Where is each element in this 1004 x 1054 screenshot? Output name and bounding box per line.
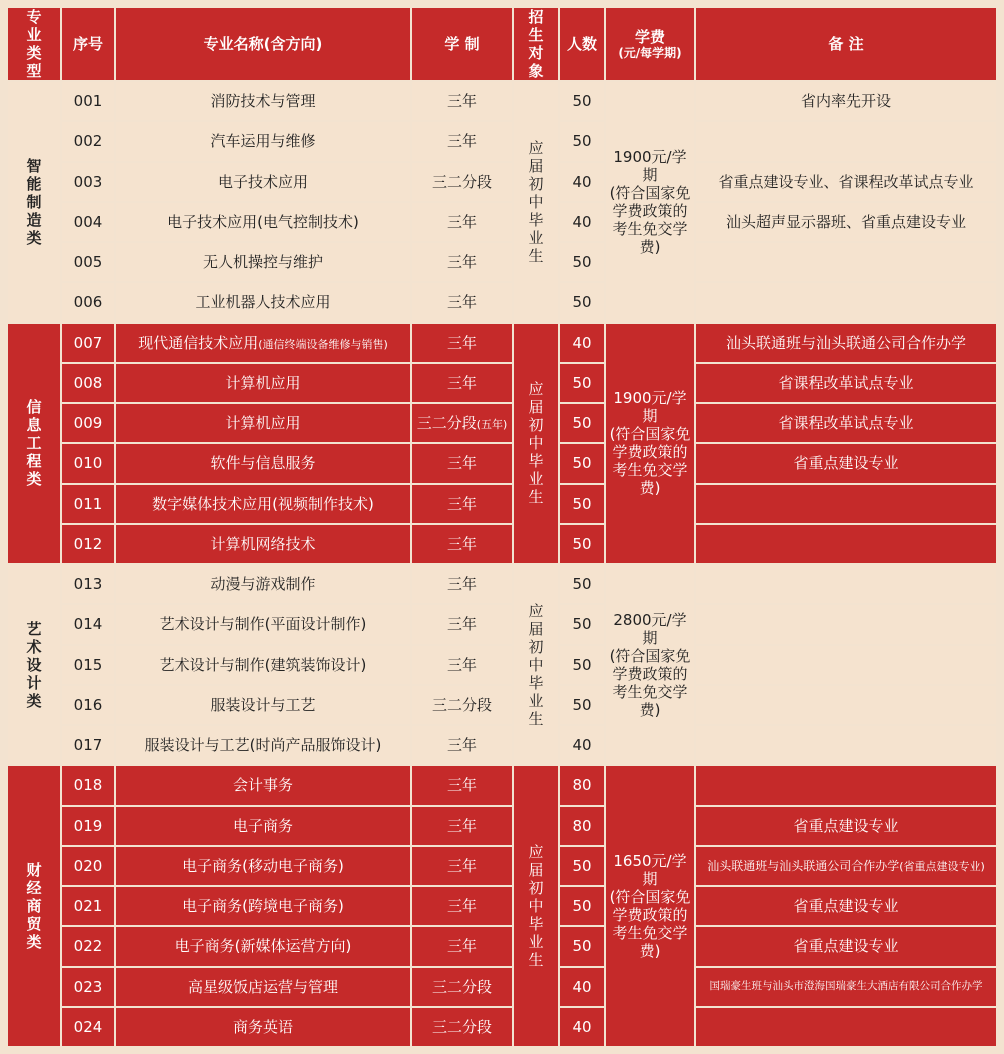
system-cell: 三年	[411, 484, 513, 524]
seq-cell: 013	[61, 564, 115, 604]
count-cell: 40	[559, 1007, 605, 1047]
note-cell	[695, 524, 997, 564]
seq-cell: 019	[61, 806, 115, 846]
seq-cell: 016	[61, 685, 115, 725]
note-cell: 汕头超声显示器班、省重点建设专业	[695, 202, 997, 242]
header-count: 人数	[559, 7, 605, 81]
note-cell: 省课程改革试点专业	[695, 403, 997, 443]
count-cell: 50	[559, 443, 605, 483]
seq-cell: 003	[61, 162, 115, 202]
major-cell: 电子商务(跨境电子商务)	[115, 886, 411, 926]
count-cell: 50	[559, 645, 605, 685]
table-row	[7, 282, 997, 322]
count-cell: 50	[559, 242, 605, 282]
table-row	[7, 967, 997, 1007]
seq-cell: 008	[61, 363, 115, 403]
seq-cell: 009	[61, 403, 115, 443]
system-cell: 三年	[411, 282, 513, 322]
table-row	[7, 242, 997, 282]
count-cell: 50	[559, 484, 605, 524]
note-cell: 国瑞豪生班与汕头市澄海国瑞豪生大酒店有限公司合作办学	[695, 967, 997, 1007]
major-cell: 电子商务(移动电子商务)	[115, 846, 411, 886]
seq-cell: 014	[61, 604, 115, 644]
count-cell: 50	[559, 564, 605, 604]
note-cell	[695, 645, 997, 685]
major-cell: 高星级饭店运营与管理	[115, 967, 411, 1007]
header-major: 专业名称(含方向)	[115, 7, 411, 81]
table-row	[7, 484, 997, 524]
category-cell: 智能制造类	[7, 81, 61, 323]
count-cell: 50	[559, 926, 605, 966]
count-cell: 40	[559, 725, 605, 765]
major-cell: 艺术设计与制作(建筑装饰设计)	[115, 645, 411, 685]
count-cell: 80	[559, 765, 605, 805]
count-cell: 40	[559, 323, 605, 363]
system-cell: 三年	[411, 81, 513, 121]
table-row	[7, 806, 997, 846]
note-cell: 汕头联通班与汕头联通公司合作办学(省重点建设专业)	[695, 846, 997, 886]
table-row	[7, 846, 997, 886]
system-cell: 三年	[411, 725, 513, 765]
system-cell: 三年	[411, 121, 513, 161]
table-row	[7, 604, 997, 644]
group-art-design	[7, 564, 997, 765]
seq-cell: 018	[61, 765, 115, 805]
system-cell: 三年	[411, 645, 513, 685]
table-row	[7, 564, 997, 604]
table-row	[7, 926, 997, 966]
count-cell: 40	[559, 162, 605, 202]
header-row	[7, 7, 997, 81]
note-cell	[695, 282, 997, 322]
header-seq: 序号	[61, 7, 115, 81]
major-cell: 艺术设计与制作(平面设计制作)	[115, 604, 411, 644]
seq-cell: 001	[61, 81, 115, 121]
major-cell: 计算机应用	[115, 403, 411, 443]
count-cell: 50	[559, 524, 605, 564]
seq-cell: 015	[61, 645, 115, 685]
table-row	[7, 81, 997, 121]
system-cell: 三年	[411, 443, 513, 483]
header-fee: 学费 (元/每学期)	[605, 7, 695, 81]
major-cell: 计算机应用	[115, 363, 411, 403]
table-row	[7, 765, 997, 805]
major-cell: 服装设计与工艺(时尚产品服饰设计)	[115, 725, 411, 765]
category-cell: 艺术设计类	[7, 564, 61, 765]
major-cell: 无人机操控与维护	[115, 242, 411, 282]
fee-cell: 1900元/学期 (符合国家免学费政策的考生免交学费)	[605, 323, 695, 565]
table-row	[7, 645, 997, 685]
fee-cell: 1650元/学期 (符合国家免学费政策的考生免交学费)	[605, 765, 695, 1047]
target-cell: 应届初中毕业生	[513, 323, 559, 565]
table-row	[7, 443, 997, 483]
count-cell: 50	[559, 886, 605, 926]
header-category: 专业类型	[7, 7, 61, 81]
system-cell: 三年	[411, 524, 513, 564]
count-cell: 50	[559, 604, 605, 644]
count-cell: 80	[559, 806, 605, 846]
table-row	[7, 685, 997, 725]
count-cell: 40	[559, 202, 605, 242]
count-cell: 50	[559, 685, 605, 725]
seq-cell: 017	[61, 725, 115, 765]
seq-cell: 012	[61, 524, 115, 564]
note-cell	[695, 121, 997, 161]
count-cell: 50	[559, 121, 605, 161]
note-cell	[695, 725, 997, 765]
major-cell: 数字媒体技术应用(视频制作技术)	[115, 484, 411, 524]
major-cell: 服装设计与工艺	[115, 685, 411, 725]
system-cell: 三二分段	[411, 685, 513, 725]
table-row	[7, 524, 997, 564]
seq-cell: 020	[61, 846, 115, 886]
system-cell: 三年	[411, 202, 513, 242]
group-finance-trade	[7, 765, 997, 1047]
major-cell: 现代通信技术应用(通信终端设备维修与销售)	[115, 323, 411, 363]
table-row	[7, 886, 997, 926]
major-cell: 电子技术应用(电气控制技术)	[115, 202, 411, 242]
note-cell: 省重点建设专业	[695, 806, 997, 846]
system-cell: 三二分段	[411, 162, 513, 202]
table-row	[7, 725, 997, 765]
major-cell: 电子商务(新媒体运营方向)	[115, 926, 411, 966]
major-cell: 软件与信息服务	[115, 443, 411, 483]
system-cell: 三年	[411, 242, 513, 282]
category-cell: 财经商贸类	[7, 765, 61, 1047]
seq-cell: 024	[61, 1007, 115, 1047]
seq-cell: 010	[61, 443, 115, 483]
system-cell: 三二分段(五年)	[411, 403, 513, 443]
seq-cell: 011	[61, 484, 115, 524]
system-cell: 三年	[411, 926, 513, 966]
system-cell: 三年	[411, 564, 513, 604]
note-cell	[695, 604, 997, 644]
note-cell: 省重点建设专业、省课程改革试点专业	[695, 162, 997, 202]
major-cell: 会计事务	[115, 765, 411, 805]
table-row	[7, 323, 997, 363]
note-cell	[695, 765, 997, 805]
major-cell: 电子技术应用	[115, 162, 411, 202]
major-cell: 电子商务	[115, 806, 411, 846]
note-cell	[695, 484, 997, 524]
header-note: 备 注	[695, 7, 997, 81]
category-cell: 信息工程类	[7, 323, 61, 565]
system-cell: 三年	[411, 363, 513, 403]
count-cell: 40	[559, 967, 605, 1007]
enrollment-table	[6, 6, 998, 1048]
note-cell	[695, 1007, 997, 1047]
major-cell: 工业机器人技术应用	[115, 282, 411, 322]
seq-cell: 007	[61, 323, 115, 363]
note-cell: 省重点建设专业	[695, 886, 997, 926]
table-row	[7, 202, 997, 242]
seq-cell: 021	[61, 886, 115, 926]
major-cell: 商务英语	[115, 1007, 411, 1047]
header-system: 学 制	[411, 7, 513, 81]
note-cell: 省重点建设专业	[695, 926, 997, 966]
note-cell	[695, 242, 997, 282]
count-cell: 50	[559, 846, 605, 886]
system-cell: 三年	[411, 604, 513, 644]
table-row	[7, 1007, 997, 1047]
system-cell: 三二分段	[411, 1007, 513, 1047]
note-cell: 省重点建设专业	[695, 443, 997, 483]
table-row	[7, 363, 997, 403]
target-cell: 应届初中毕业生	[513, 564, 559, 765]
seq-cell: 005	[61, 242, 115, 282]
seq-cell: 023	[61, 967, 115, 1007]
target-cell: 应届初中毕业生	[513, 765, 559, 1047]
note-cell	[695, 564, 997, 604]
count-cell: 50	[559, 282, 605, 322]
major-cell: 计算机网络技术	[115, 524, 411, 564]
group-information-engineering	[7, 323, 997, 565]
major-cell: 消防技术与管理	[115, 81, 411, 121]
fee-cell: 1900元/学期 (符合国家免学费政策的考生免交学费)	[605, 81, 695, 323]
target-cell: 应届初中毕业生	[513, 81, 559, 323]
system-cell: 三年	[411, 806, 513, 846]
system-cell: 三二分段	[411, 967, 513, 1007]
seq-cell: 006	[61, 282, 115, 322]
system-cell: 三年	[411, 765, 513, 805]
group-intelligent-manufacturing	[7, 81, 997, 323]
system-cell: 三年	[411, 886, 513, 926]
seq-cell: 002	[61, 121, 115, 161]
count-cell: 50	[559, 363, 605, 403]
seq-cell: 022	[61, 926, 115, 966]
count-cell: 50	[559, 403, 605, 443]
table-row	[7, 162, 997, 202]
system-cell: 三年	[411, 846, 513, 886]
note-cell: 省内率先开设	[695, 81, 997, 121]
table-row	[7, 403, 997, 443]
major-cell: 汽车运用与维修	[115, 121, 411, 161]
fee-cell: 2800元/学期 (符合国家免学费政策的考生免交学费)	[605, 564, 695, 765]
major-cell: 动漫与游戏制作	[115, 564, 411, 604]
count-cell: 50	[559, 81, 605, 121]
system-cell: 三年	[411, 323, 513, 363]
note-cell: 省课程改革试点专业	[695, 363, 997, 403]
seq-cell: 004	[61, 202, 115, 242]
note-cell: 汕头联通班与汕头联通公司合作办学	[695, 323, 997, 363]
header-target: 招生对象	[513, 7, 559, 81]
note-cell	[695, 685, 997, 725]
table-row	[7, 121, 997, 161]
